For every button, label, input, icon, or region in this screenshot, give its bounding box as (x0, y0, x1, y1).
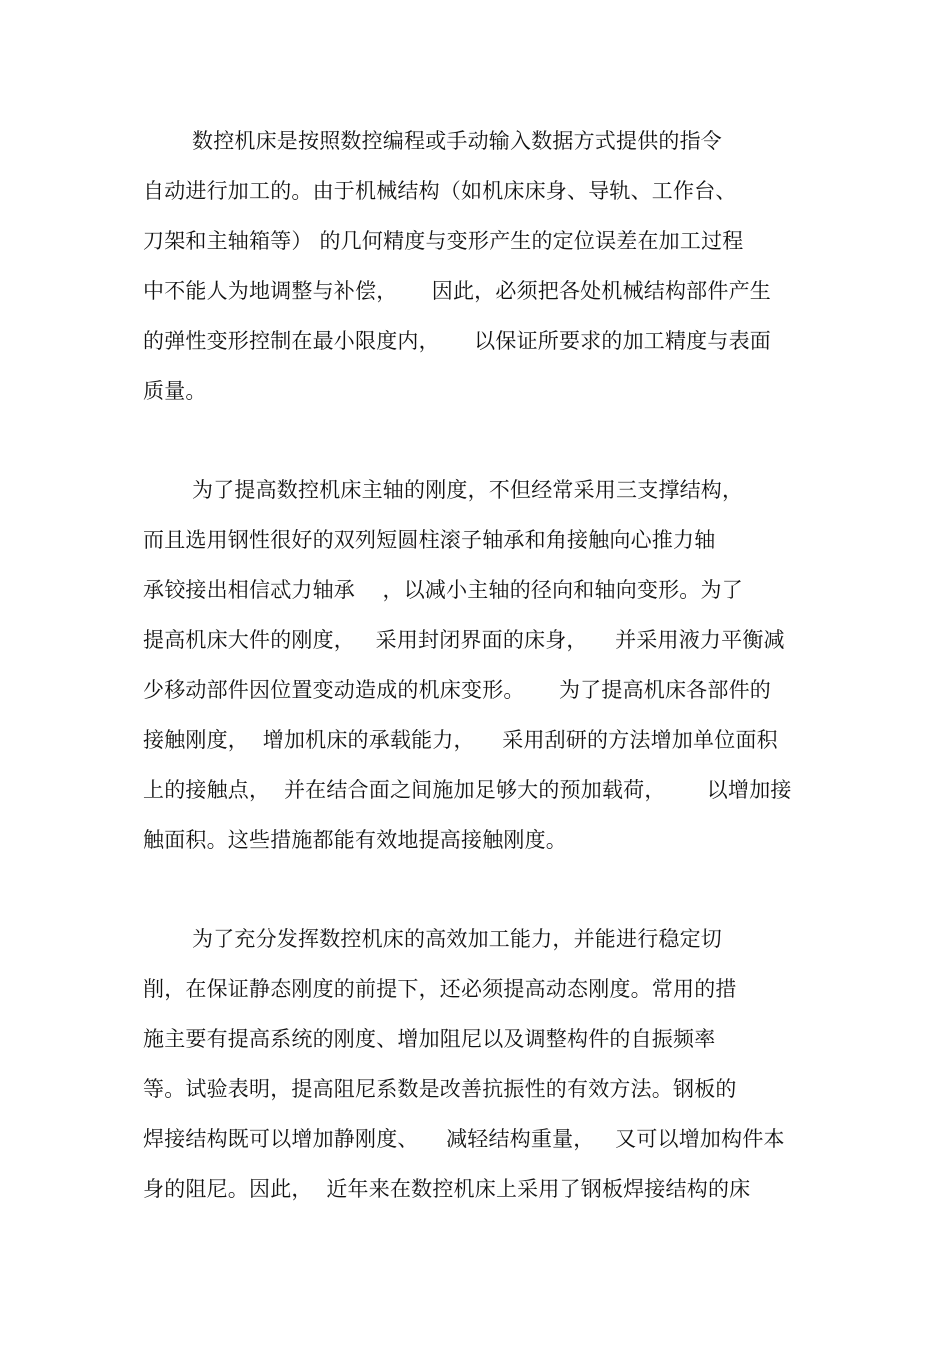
text-line: 身的阻尼。因此， 近年来在数控机床上采用了钢板焊接结构的床 (143, 1177, 751, 1201)
text-line: 少移动部件因位置变动造成的机床变形。 为了提高机床各部件的 (143, 678, 771, 702)
text-line: 为了充分发挥数控机床的高效加工能力，并能进行稳定切 (192, 927, 722, 951)
text-line: 为了提高数控机床主轴的刚度，不但经常采用三支撑结构， (192, 478, 744, 502)
text-line: 承铰接出相信忒力轴承 ，以减小主轴的径向和轴向变形。为了 (143, 578, 743, 602)
text-line: 焊接结构既可以增加静刚度、 减轻结构重量， 又可以增加构件本 (143, 1127, 785, 1151)
text-line: 质量。 (143, 379, 207, 403)
text-line: 接触刚度， 增加机床的承载能力， 采用刮研的方法增加单位面积 (143, 728, 778, 752)
text-line: 数控机床是按照数控编程或手动输入数据方式提供的指令 (192, 129, 722, 153)
text-line: 施主要有提高系统的刚度、增加阻尼以及调整构件的自振频率 (143, 1027, 716, 1051)
text-line: 的弹性变形控制在最小限度内， 以保证所要求的加工精度与表面 (143, 329, 771, 353)
text-line: 而且选用钢性很好的双列短圆柱滚子轴承和角接触向心推力轴 (143, 528, 716, 552)
text-line: 削，在保证静态刚度的前提下，还必须提高动态刚度。常用的措 (143, 977, 737, 1001)
text-line: 中不能人为地调整与补偿， 因此，必须把各处机械结构部件产生 (143, 279, 771, 303)
text-line: 自动进行加工的。由于机械结构（如机床床身、导轨、工作台、 (143, 179, 737, 203)
text-line: 刀架和主轴箱等） 的几何精度与变形产生的定位误差在加工过程 (143, 229, 744, 253)
text-line: 等。试验表明，提高阻尼系数是改善抗振性的有效方法。钢板的 (143, 1077, 737, 1101)
text-line: 提高机床大件的刚度， 采用封闭界面的床身， 并采用液力平衡减 (143, 628, 785, 652)
text-line: 上的接触点， 并在结合面之间施加足够大的预加载荷， 以增加接 (143, 778, 792, 802)
text-line: 触面积。这些措施都能有效地提高接触刚度。 (143, 828, 567, 852)
